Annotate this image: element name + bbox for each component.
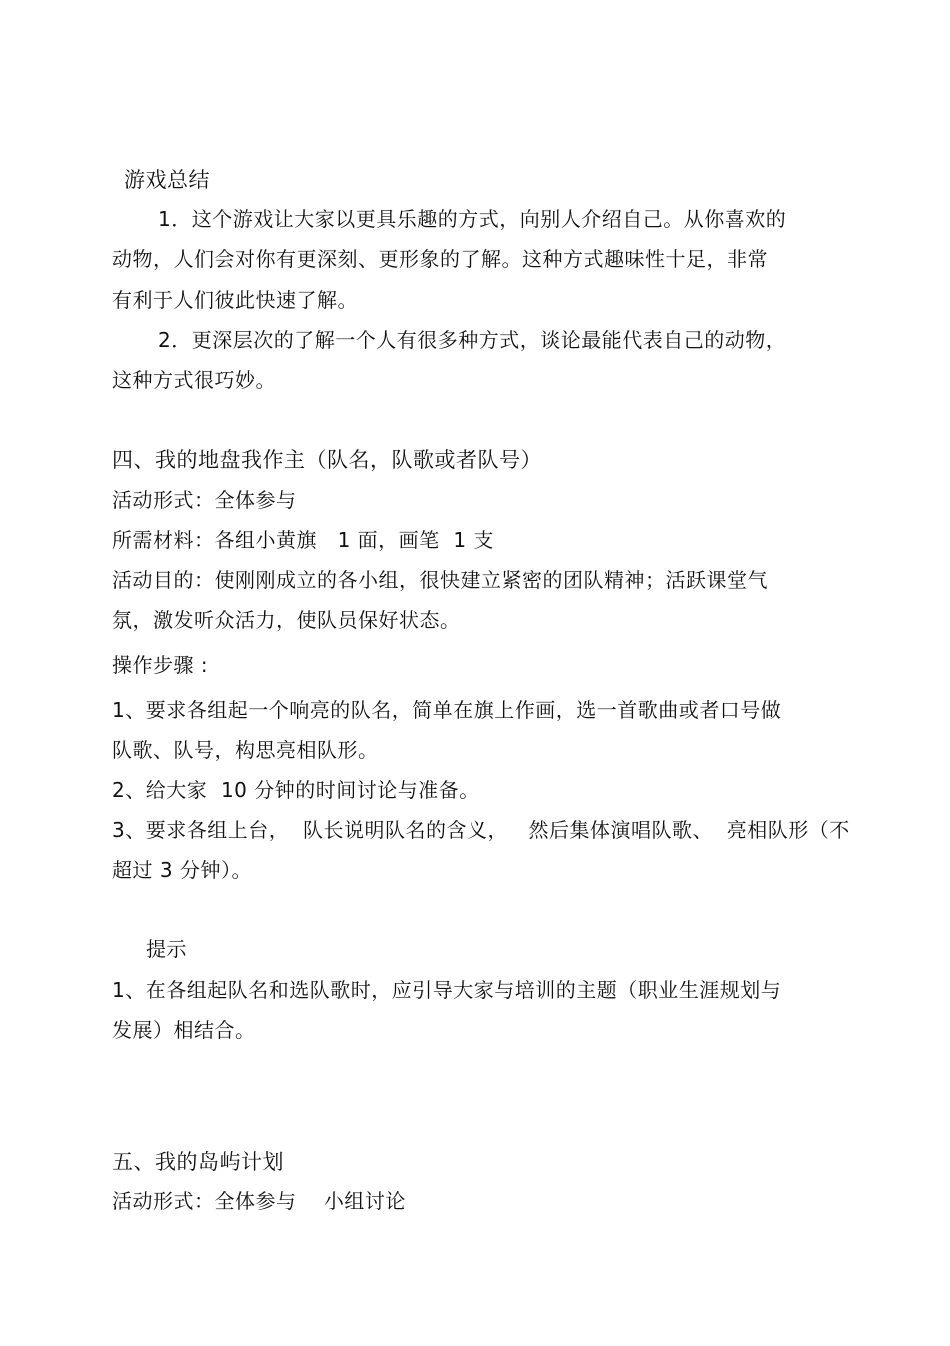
step-2: 2、给大家 10 分钟的时间讨论与准备。	[112, 778, 480, 802]
section-4-purpose-line-1: 活动目的：使刚刚成立的各小组，很快建立紧密的团队精神；活跃课堂气	[112, 568, 768, 592]
tip-1-line-1: 1、在各组起队名和选队歌时，应引导大家与培训的主题（职业生涯规划与	[112, 978, 782, 1002]
section-5-form: 活动形式：全体参与 小组讨论	[112, 1189, 406, 1213]
section-4-form: 活动形式：全体参与	[112, 488, 297, 512]
step-3-line-1: 3、要求各组上台， 队长说明队名的含义， 然后集体演唱队歌、 亮相队形（不	[112, 818, 850, 842]
paragraph-1-line-1: 1．这个游戏让大家以更具乐趣的方式，向别人介绍自己。从你喜欢的	[158, 207, 787, 231]
paragraph-1-line-3: 有利于人们彼此快速了解。	[112, 288, 358, 312]
paragraph-1-line-2: 动物，人们会对你有更深刻、更形象的了解。这种方式趣味性十足，非常	[112, 247, 768, 271]
game-summary-title: 游戏总结	[124, 168, 210, 192]
tip-1-line-2: 发展）相结合。	[112, 1018, 256, 1042]
tip-title: 提示	[146, 937, 187, 961]
section-5-title: 五、我的岛屿计划	[112, 1150, 284, 1174]
section-4-title: 四、我的地盘我作主（队名，队歌或者队号）	[112, 448, 542, 472]
section-4-materials: 所需材料：各组小黄旗 1 面，画笔 1 支	[112, 528, 494, 552]
paragraph-2-line-1: 2．更深层次的了解一个人有很多种方式，谈论最能代表自己的动物，	[158, 328, 787, 352]
paragraph-2-line-2: 这种方式很巧妙。	[112, 368, 276, 392]
step-1-line-1: 1、要求各组起一个响亮的队名，简单在旗上作画，选一首歌曲或者口号做	[112, 698, 782, 722]
step-1-line-2: 队歌、队号，构思亮相队形。	[112, 738, 379, 762]
steps-title: 操作步骤 :	[112, 653, 209, 677]
step-3-line-2: 超过 3 分钟）。	[112, 858, 252, 882]
section-4-purpose-line-2: 氛，激发听众活力，使队员保好状态。	[112, 608, 461, 632]
